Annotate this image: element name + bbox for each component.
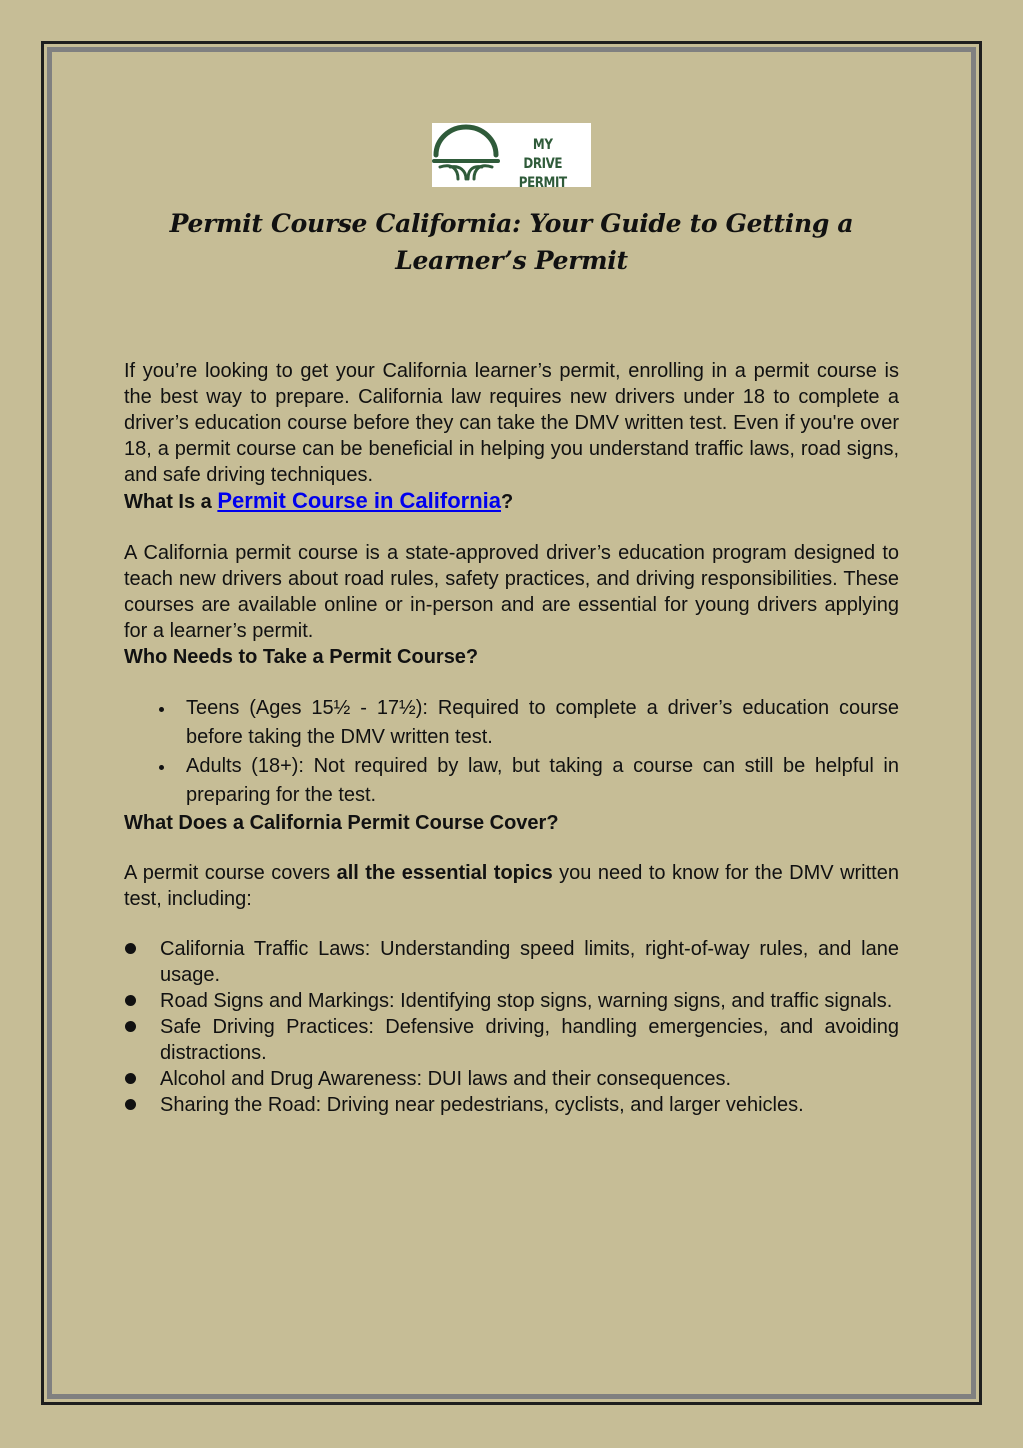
- list-item: California Traffic Laws: Understanding speed limits, right-of-way rules, and lane usage.: [160, 938, 899, 986]
- topics-list: [124, 936, 899, 1118]
- who-needs-list: [124, 694, 899, 810]
- covers-intro-before: A permit course covers: [124, 862, 337, 884]
- covers-intro-after: you need to know for the DMV written test, including:: [124, 862, 899, 910]
- list-item: Safe Driving Practices: Defensive driving, handling emergencies, and avoiding distractions.: [160, 1016, 899, 1064]
- intro-paragraph: If you’re looking to get your California learner’s permit, enrolling in a permit course is the best way to prepare. California law requires new drivers under 18 to complete a driver’s education course before they can take the DMV written test. Even if you're over 18, a permit course can be beneficial in helping you understand traffic laws, road signs, and safe driving techniques.: [124, 360, 899, 486]
- covers-intro-bold: all the essential topics: [336, 862, 553, 884]
- article-body: [124, 358, 899, 1118]
- list-item: Sharing the Road: Driving near pedestrians, cyclists, and larger vehicles.: [160, 1092, 899, 1118]
- heading-what-covers: What Does a California Permit Course Cover?: [124, 812, 559, 834]
- permit-course-link[interactable]: Permit Course in California: [217, 488, 501, 513]
- logo-wordmark: [512, 136, 574, 193]
- list-item: Teens (Ages 15½ - 17½): Required to complete a driver’s education course before taking the DMV written test.: [186, 694, 899, 752]
- list-item: Adults (18+): Not required by law, but taking a course can still be helpful in preparing for the test.: [186, 752, 899, 810]
- what-is-paragraph: A California permit course is a state-approved driver’s education program designed to teach new drivers about road rules, safety practices, and driving responsibilities. These courses are available online or in-person and are essential for young drivers applying for a learner’s permit.: [124, 542, 899, 642]
- title-line-1: Permit Course California: Your Guide to Getting a: [169, 209, 854, 238]
- page-title: [120, 205, 903, 279]
- heading-what-prefix: What Is a: [124, 491, 218, 513]
- road-arch-icon: [432, 123, 512, 187]
- logo-line-1: MY DRIVE: [523, 137, 563, 172]
- list-item: Alcohol and Drug Awareness: DUI laws and their consequences.: [160, 1066, 899, 1092]
- heading-what-is: [124, 488, 899, 515]
- logo-line-2: PERMIT: [518, 175, 567, 191]
- logo: [432, 123, 591, 191]
- heading-who-needs: Who Needs to Take a Permit Course?: [124, 646, 479, 668]
- list-item: Road Signs and Markings: Identifying stop signs, warning signs, and traffic signals.: [160, 988, 899, 1014]
- heading-what-suffix: ?: [500, 491, 514, 513]
- title-line-2: Learner’s Permit: [395, 246, 628, 275]
- covers-intro-paragraph: [124, 860, 899, 912]
